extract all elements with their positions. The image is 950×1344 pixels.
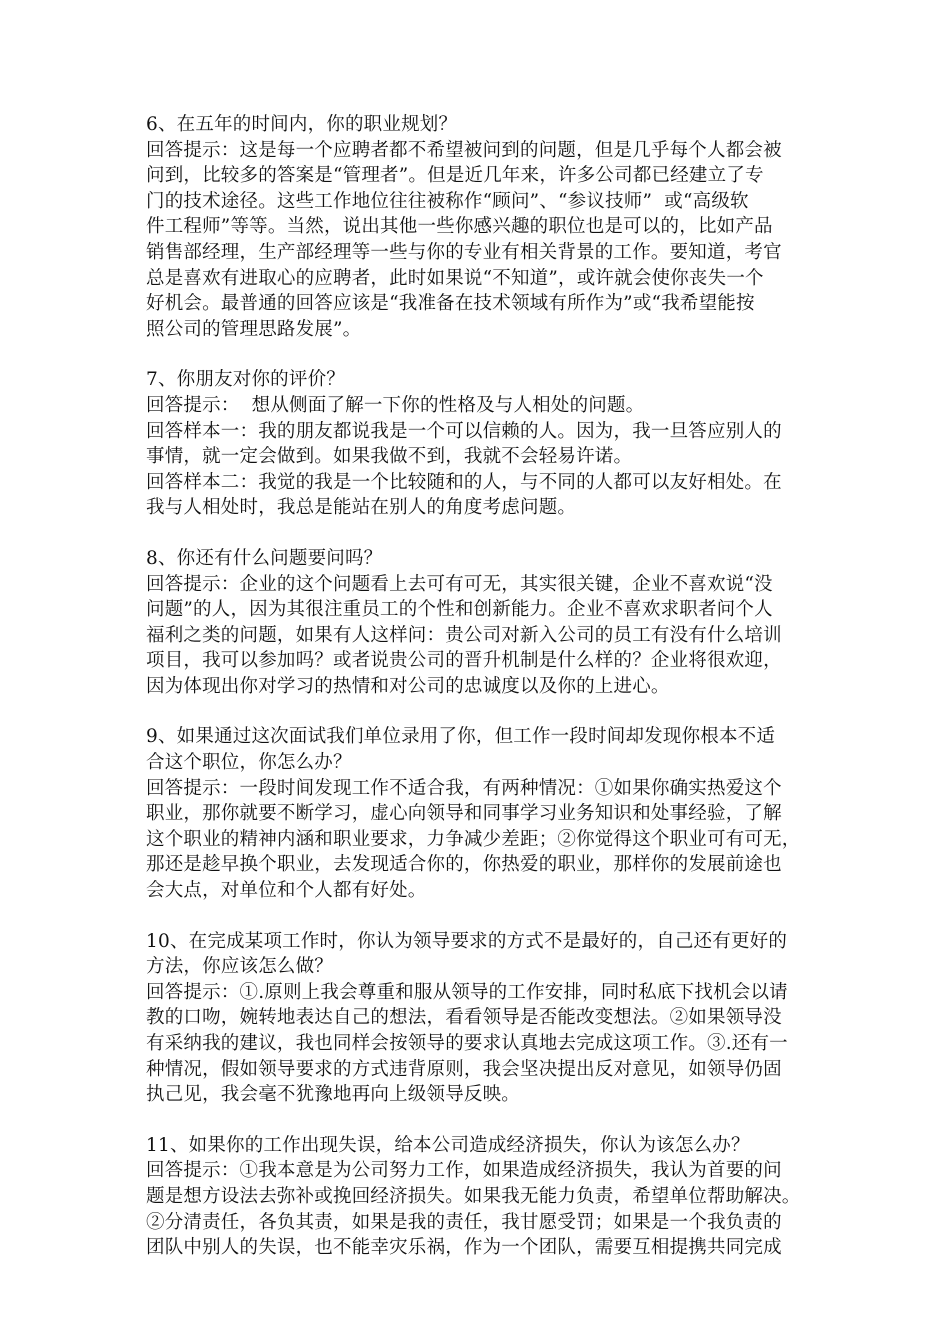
answer-line: 因为体现出你对学习的热情和对公司的忠诚度以及你的上进心。 xyxy=(146,675,670,697)
question-7-title: 7、你朋友对你的评价？ xyxy=(146,369,345,391)
question-6-title: 6、在五年的时间内，你的职业规划？ xyxy=(146,114,458,135)
answer-line: 门的技术途径。这些工作地位往往被称作“顾问”、“参议技师” 或“高级软 xyxy=(146,190,749,212)
question-9-title: 9、如果通过这次面试我们单位录用了你，但工作一段时间却发现你根本不适 xyxy=(146,726,776,748)
document-page xyxy=(146,112,806,1286)
question-10-title: 10、在完成某项工作时，你认为领导要求的方式不是最好的，自己还有更好的 xyxy=(146,930,788,952)
answer-line: 这个职业的精神内涵和职业要求，力争减少差距；②你觉得这个职业可有可无， xyxy=(146,828,801,850)
answer-line: 回答提示：企业的这个问题看上去可有可无，其实很关键，企业不喜欢说“没 xyxy=(146,573,773,595)
answer-line: 那还是趁早换个职业，去发现适合你的，你热爱的职业，那样你的发展前途也 xyxy=(146,854,782,876)
question-8-title: 8、你还有什么问题要问吗？ xyxy=(146,547,383,569)
answer-line: 题是想方设法去弥补或挽回经济损失。如果我无能力负责，希望单位帮助解决。 xyxy=(146,1185,801,1207)
question-9-section xyxy=(146,724,806,903)
answer-line: 问题”的人，因为其很注重员工的个性和创新能力。企业不喜欢求职者问个人 xyxy=(146,599,773,621)
answer-line: 职业，那你就要不断学习，虚心向领导和同事学习业务知识和处事经验，了解 xyxy=(146,803,782,825)
answer-line: 回答提示：这是每一个应聘者都不希望被问到的问题，但是几乎每个人都会被 xyxy=(146,139,782,161)
answer-line: 项目，我可以参加吗？或者说贵公司的晋升机制是什么样的？企业将很欢迎， xyxy=(146,650,782,672)
answer-line: 种情况，假如领导要求的方式违背原则，我会坚决提出反对意见，如领导仍固 xyxy=(146,1058,782,1080)
question-11-title: 11、如果你的工作出现失误，给本公司造成经济损失，你认为该怎么办？ xyxy=(146,1134,750,1156)
question-11-section xyxy=(146,1133,806,1261)
answer-line: 回答样本一：我的朋友都说我是一个可以信赖的人。因为，我一旦答应别人的 xyxy=(146,420,782,442)
answer-line: 事情，就一定会做到。如果我做不到，我就不会轻易许诺。 xyxy=(146,446,633,468)
question-10-title-cont: 方法，你应该怎么做？ xyxy=(146,956,334,978)
answer-line: 教的口吻，婉转地表达自己的想法，看看领导是否能改变想法。②如果领导没 xyxy=(146,1007,782,1029)
question-8-section xyxy=(146,546,806,700)
answer-line: 好机会。最普通的回答应该是“我准备在技术领域有所作为”或“我希望能按 xyxy=(146,293,755,315)
answer-line: 回答提示：一段时间发现工作不适合我，有两种情况：①如果你确实热爱这个 xyxy=(146,777,782,799)
answer-line: ②分清责任，各负其责，如果是我的责任，我甘愿受罚；如果是一个我负责的 xyxy=(146,1211,782,1233)
question-6-section xyxy=(146,112,806,342)
question-9-title-cont: 合这个职位，你怎么办？ xyxy=(146,752,352,774)
answer-line: 会大点，对单位和个人都有好处。 xyxy=(146,880,427,902)
answer-line: 回答提示：①.原则上我会尊重和服从领导的工作安排，同时私底下找机会以请 xyxy=(146,981,788,1003)
answer-line: 福利之类的问题，如果有人这样问：贵公司对新入公司的员工有没有什么培训 xyxy=(146,624,782,646)
answer-line: 团队中别人的失误，也不能幸灾乐祸，作为一个团队，需要互相提携共同完成 xyxy=(146,1237,782,1259)
answer-line: 我与人相处时，我总是能站在别人的角度考虑问题。 xyxy=(146,497,577,519)
answer-line: 件工程师”等等。当然，说出其他一些你感兴趣的职位也是可以的，比如产品 xyxy=(146,216,773,238)
answer-line: 有采纳我的建议，我也同样会按领导的要求认真地去完成这项工作。③.还有一 xyxy=(146,1033,788,1054)
answer-line: 回答提示：①我本意是为公司努力工作，如果造成经济损失，我认为首要的问 xyxy=(146,1160,782,1182)
answer-line: 照公司的管理思路发展”。 xyxy=(146,318,362,340)
question-10-section xyxy=(146,929,806,1108)
answer-line: 回答提示： 想从侧面了解一下你的性格及与人相处的问题。 xyxy=(146,394,645,416)
answer-line: 执己见，我会毫不犹豫地再向上级领导反映。 xyxy=(146,1084,521,1106)
answer-line: 回答样本二：我觉的我是一个比较随和的人，与不同的人都可以友好相处。在 xyxy=(146,471,782,493)
answer-line: 总是喜欢有进取心的应聘者，此时如果说“不知道”，或许就会使你丧失一个 xyxy=(146,267,764,289)
answer-line: 销售部经理，生产部经理等一些与你的专业有相关背景的工作。要知道，考官 xyxy=(146,241,782,263)
question-7-section xyxy=(146,367,806,521)
answer-line: 问到，比较多的答案是“管理者”。但是近几年来，许多公司都已经建立了专 xyxy=(146,165,764,187)
